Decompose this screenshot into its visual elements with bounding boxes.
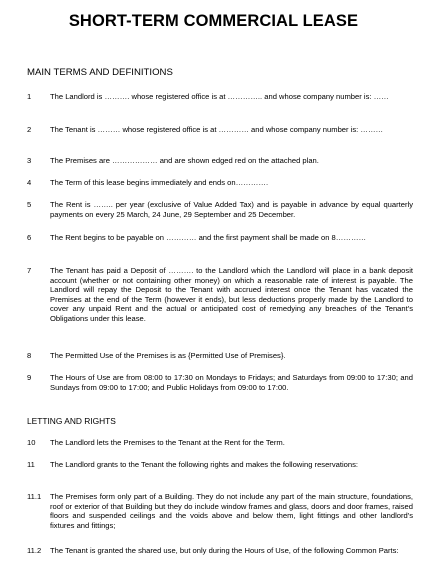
clause-text: The Premises are ……………… and are shown edged red on the attached plan. [50, 156, 319, 165]
clause-9 [27, 373, 413, 392]
clause-number: 8 [27, 351, 32, 360]
clause-number: 1 [27, 92, 32, 101]
clause-text: The Permitted Use of the Premises is as {Permitted Use of Premises}. [50, 351, 286, 360]
clause-number: 6 [27, 233, 32, 242]
clause-number: 7 [27, 266, 32, 275]
clause-text: The Premises form only part of a Building. They do not include any part of the main structure, foundations, roof or exterior of that Building but they do include window frames and glass, doors and door frames, raised floors and suspended ceilings and the voids above and below them, light fittings and other landlord's fixtures and fittings; [50, 492, 413, 530]
clause-7 [27, 266, 413, 324]
clause-number: 2 [27, 125, 32, 134]
clause-text: The Landlord is ………. whose registered office is at ………….. and whose company number is: …… [50, 92, 389, 101]
clause-text: The Rent is …….. per year (exclusive of Value Added Tax) and is payable in advance by equal quarterly payments on every 25 March, 24 June, 29 September and 25 December. [50, 200, 413, 219]
clause-text: The Tenant is ……… whose registered office is at ………… and whose company number is: ……… [50, 125, 384, 134]
clause-1 [27, 92, 413, 102]
clause-text: The Rent begins to be payable on ………… and the first payment shall be made on 8………… [50, 233, 367, 242]
clause-11-1 [27, 492, 413, 530]
clause-number: 11.1 [27, 492, 42, 501]
clause-6 [27, 233, 413, 243]
clause-number: 10 [27, 438, 36, 447]
clause-8 [27, 351, 413, 361]
clause-11 [27, 460, 413, 470]
clause-11-2 [27, 546, 413, 556]
clause-number: 11.2 [27, 546, 42, 555]
clause-number: 4 [27, 178, 32, 187]
clause-4 [27, 178, 413, 188]
clause-5 [27, 200, 413, 219]
section-heading-letting: LETTING AND RIGHTS [27, 416, 116, 426]
clause-text: The Tenant is granted the shared use, but only during the Hours of Use, of the following Common Parts: [50, 546, 399, 555]
clause-text: The Landlord grants to the Tenant the following rights and makes the following reservations: [50, 460, 359, 469]
clause-text: The Landlord lets the Premises to the Tenant at the Rent for the Term. [50, 438, 285, 447]
document-title: SHORT-TERM COMMERCIAL LEASE [68, 12, 359, 30]
clause-number: 9 [27, 373, 32, 382]
clause-number: 3 [27, 156, 32, 165]
clause-2 [27, 125, 413, 135]
clause-text: The Tenant has paid a Deposit of ………. to the Landlord which the Landlord will place in a bank deposit account (whether or not containing other money) on which a reasonable rate of interest is payable. The Landlord will repay the Deposit to the Tenant with accrued interest once the Tenant has vacated the Premises at the end of the Term (however it ends), but less deductions properly made by the Landlord to cover any unpaid Rent and the actual or anticipated cost of remedying any breaches of the Tenant's Obligations under this lease. [50, 266, 413, 323]
clause-number: 11 [27, 460, 35, 469]
section-heading-main-terms: MAIN TERMS AND DEFINITIONS [27, 67, 173, 78]
clause-3 [27, 156, 413, 166]
clause-text: The Hours of Use are from 08:00 to 17:30 on Mondays to Fridays; and Saturdays from 09:00 to 17:30; and Sundays from 09:00 to 17:00; and Public Holidays from 09:00 to 17:00. [50, 373, 413, 392]
clause-text: The Term of this lease begins immediately and ends on…………. [50, 178, 269, 187]
clause-number: 5 [27, 200, 32, 209]
clause-10 [27, 438, 413, 448]
